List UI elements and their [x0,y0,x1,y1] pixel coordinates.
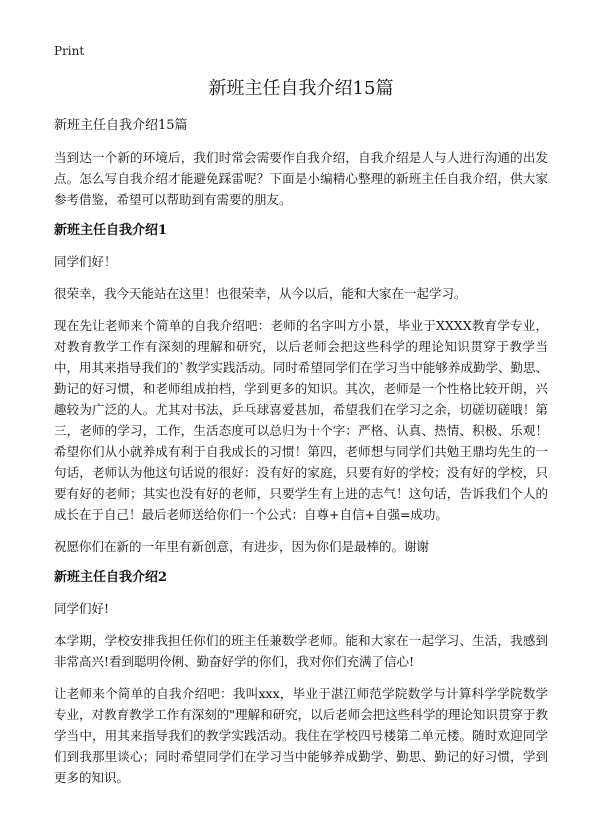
paragraph: 现在先让老师来个简单的自我介绍吧：老师的名字叫方小景，毕业于XXXX教育学专业，对教育教学工作有深刻的理解和研究，以后老师会把这些科学的理论知识贯穿于教学当中，用其来指导我们的`教学实践活动。同时希望同学们在学习当中能够养成勤学、勤思、勤记的好习惯，和老师组成拍档，学到更多的知识。其次，老师是一个性格比较开朗，兴趣较为广泛的人。尤其对书法，乒乓球喜爱甚加，希望我们在学习之余，切磋切磋哦！第三，老师的学习，工作，生活态度可以总归为十个字：严格、认真、热情、积极、乐观！希望你们从小就养成有利于自我成长的习惯！第四，老师想与同学们共勉王鼎均先生的一句话，老师认为他这句话说的很好：没有好的家庭，只要有好的学校；没有好的学校，只要有好的老师；其实也没有好的老师，只要学生有上进的志气！这句话，告诉我们个人的成长在于自己！最后老师送给你们一个公式：自尊+自信+自强=成功。 [54,318,548,522]
section-heading: 新班主任自我介绍2 [54,570,168,585]
section-2 [54,568,548,788]
paragraph: 让老师来个简单的自我介绍吧：我叫xxx，毕业于湛江师范学院数学与计算科学学院数学专业，对教育教学工作有深刻的"理解和研究，以后老师会把这些科学的理论知识贯穿于教学当中，用其来指导我们的教学实践活动。我住在学校四号楼第二单元楼。随时欢迎同学们到我那里谈心；同时希望同学们在学习当中能够养成勤学、勤思、勤记的好习惯，学到更多的知识。 [54,686,548,785]
intro-paragraph: 当到达一个新的环境后，我们时常会需要作自我介绍，自我介绍是人与人进行沟通的出发点。怎么写自我介绍才能避免踩雷呢？下面是小编精心整理的新班主任自我介绍，供大家参考借鉴，希望可以帮助到有需要的朋友。 [54,150,548,207]
paragraph: 同学们好! [54,601,110,616]
paragraph: 同学们好！ [54,254,117,269]
document-title: 新班主任自我介绍15篇 [208,78,394,99]
document-subtitle: 新班主任自我介绍15篇 [54,118,188,133]
section-1 [54,221,548,557]
paragraph: 很荣幸，我今天能站在这里！也很荣幸，从今以后，能和大家在一起学习。 [54,286,467,301]
paragraph: 本学期，学校安排我担任你们的班主任兼数学老师。能和大家在一起学习、生活，我感到非常高兴!看到聪明伶俐、勤奋好学的你们，我对你们充满了信心! [54,633,548,669]
print-label: Print [54,44,85,58]
section-heading: 新班主任自我介绍1 [54,223,168,238]
paragraph: 祝愿你们在新的一年里有新创意，有进步，因为你们是最棒的。谢谢 [54,539,430,554]
